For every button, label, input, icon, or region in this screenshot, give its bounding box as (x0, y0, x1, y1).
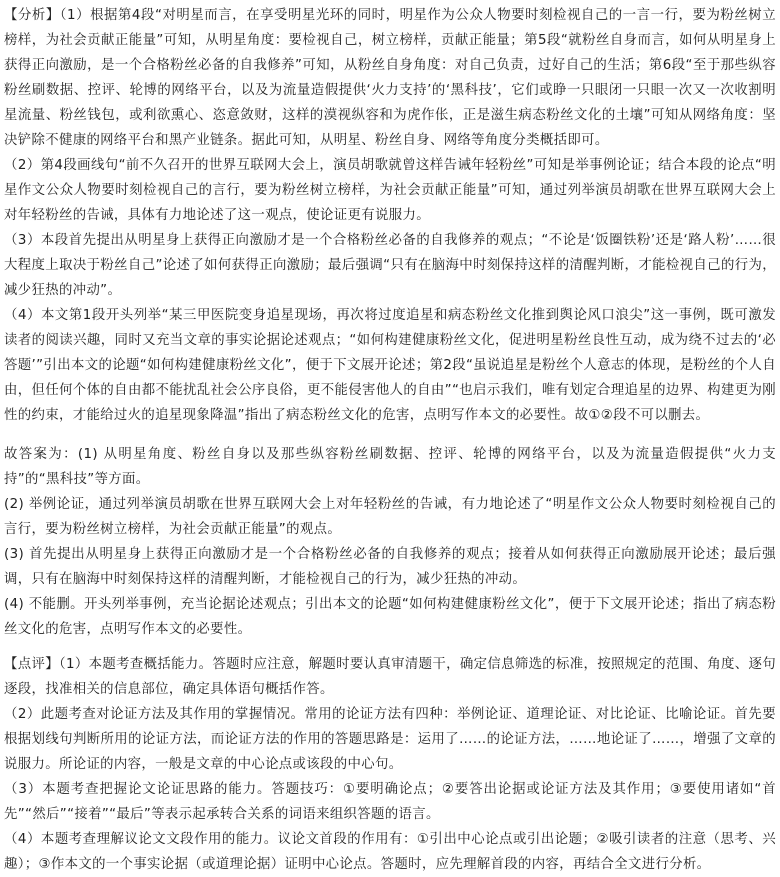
comment-paragraph-1: 【点评】（1）本题考查概括能力。答题时应注意，解题时要认真审清题干，确定信息筛选的标准，按照规定的范围、角度、逐句逐段，找准相关的信息部位，确定具体语句概括作答。 (4, 657, 776, 697)
analysis-section (4, 3, 776, 428)
comment-heading: 【点评】 (4, 657, 59, 672)
comment-paragraph-4: （4）本题考查理解议论文文段作用的能力。议论文首段的作用有：①引出中心论点或引出论题；②吸引读者的注意（思考、兴趣）；③作本文的一个事实论据（或道理论据）证明中心论点。答题时，应先理解首段的内容，再结合全文进行分析。 (4, 832, 776, 872)
comment-paragraph-3: （3）本题考查把握论文论证思路的能力。答题技巧：①要明确论点；②要答出论据或论证方法及其作用；③要使用诸如“首先”“然后”“接着”“最后”等表示起承转合关系的词语来组织答题的语言。 (4, 782, 776, 822)
answer-paragraph-3: (3) 首先提出从明星身上获得正向激励才是一个合格粉丝必备的自我修养的观点；接着从如何获得正向激励展开论述；最后强调，只有在脑海中时刻保持这样的清醒判断，才能检视自己的行为，减少狂热的冲动。 (4, 547, 776, 587)
analysis-paragraph-2: （2）第4段画线句“前不久召开的世界互联网大会上，演员胡歌就曾这样告诫年轻粉丝”可知是举事例论证；结合本段的论点“明星作文公众人物要时刻检视自己的言行，要为粉丝树立榜样，为社会贡献正能量”可知，通过列举演员胡歌在世界互联网大会上对年轻粉丝的告诫，具体有力地论述了这一观点，使论证更有说服力。 (4, 158, 776, 223)
comment-paragraph-2: （2）此题考查对论证方法及其作用的掌握情况。常用的论证方法有四种：举例论证、道理论证、对比论证、比喻论证。首先要根据划线句判断所用的论证方法，而论证方法的作用的答题思路是：运用了……的论证方法，……地论证了……，增强了文章的说服力。所论证的内容，一般是文章的中心论点或该段的中心句。 (4, 707, 776, 772)
comment-section (4, 652, 776, 877)
analysis-heading: 【分析】 (4, 8, 60, 23)
answer-section (4, 442, 776, 642)
answer-paragraph-2: (2) 举例论证，通过列举演员胡歌在世界互联网大会上对年轻粉丝的告诫，有力地论述了“明星作文公众人物要时刻检视自己的言行，要为粉丝树立榜样，为社会贡献正能量”的观点。 (4, 497, 776, 537)
analysis-paragraph-4: （4）本文第1段开头列举“某三甲医院变身追星现场，再次将过度追星和病态粉丝文化推到舆论风口浪尖”这一事例，既可激发读者的阅读兴趣，同时又充当文章的事实论据论述观点；“如何构建健康粉丝文化，促进明星粉丝良性互动，成为绕不过去的‘必答题’”引出本文的论题“如何构建健康粉丝文化”，便于下文展开论述；第2段“虽说追星是粉丝个人意志的体现，是粉丝的个人自由，但任何个体的自由都不能扰乱社会公序良俗，更不能侵害他人的自由”“也启示我们，唯有划定合理追星的边界、构建更为刚性的约束，才能给过火的追星现象降温”指出了病态粉丝文化的危害，点明写作本文的必要性。故①②段不可以删去。 (4, 308, 776, 423)
analysis-paragraph-3: （3）本段首先提出从明星身上获得正向激励才是一个合格粉丝必备的自我修养的观点；“不论是‘饭圈铁粉’还是‘路人粉’……很大程度上取决于粉丝自己”论述了如何获得正向激励；最后强调“只有在脑海中时刻保持这样的清醒判断，才能检视自己的行为，减少狂热的冲动”。 (4, 233, 776, 298)
analysis-paragraph-1: 【分析】（1）根据第4段“对明星而言，在享受明星光环的同时，明星作为公众人物要时刻检视自己的一言一行，要为粉丝树立榜样，为社会贡献正能量”可知，从明星角度：要检视自己，树立榜样，贡献正能量；第5段“就粉丝自身而言，如何从明星身上获得正向激励，是一个合格粉丝必备的自我修养”可知，从粉丝自身角度：对自己负责，过好自己的生活；第6段“至于那些纵容粉丝刷数据、控评、轮博的网络平台，以及为流量造假提供‘火力支持’的‘黑科技’，它们或睁一只眼闭一只眼一次又一次收割明星流量、粉丝钱包，或利欲熏心、恣意敛财，这样的漠视纵容和为虎作伥，正是滋生病态粉丝文化的土壤”可知从网络角度：坚决铲除不健康的网络平台和黑产业链条。据此可知，从明星、粉丝自身、网络等角度分类概括即可。 (4, 8, 776, 148)
answer-paragraph-1: 故答案为：(1) 从明星角度、粉丝自身以及那些纵容粉丝刷数据、控评、轮博的网络平台，以及为流量造假提供“火力支持”的“黑科技”等方面。 (4, 447, 776, 487)
answer-paragraph-4: (4) 不能删。开头列举事例，充当论据论述观点；引出本文的论题“如何构建健康粉丝文化”，便于下文展开论述；指出了病态粉丝文化的危害，点明写作本文的必要性。 (4, 597, 776, 637)
